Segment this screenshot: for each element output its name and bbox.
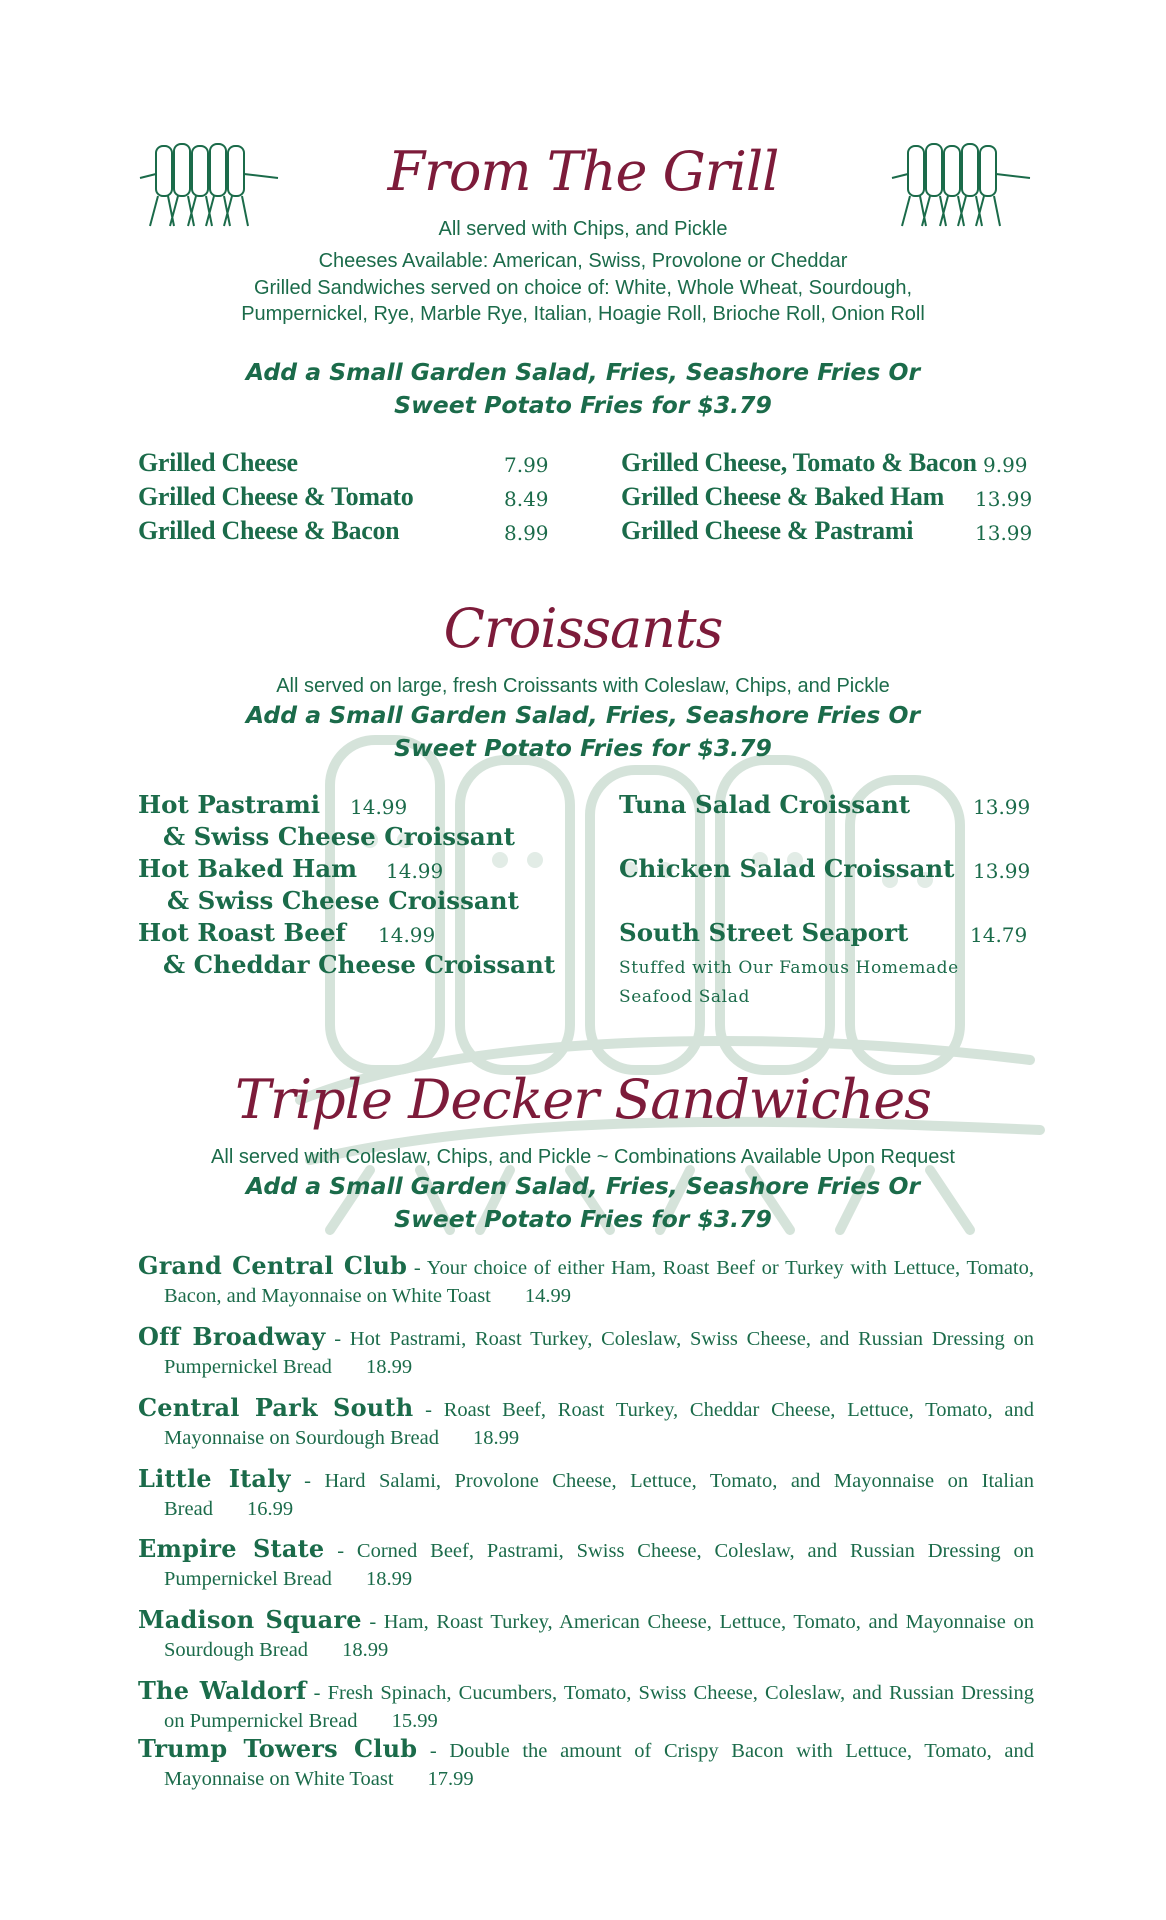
menu-item-price: 18.99 [365,1568,413,1590]
menu-item-description: Corned Beef, Pastrami, Swiss Cheese, Coleslaw, and Russian Dressing on Pumpernickel Bread [164,1540,1034,1590]
separator: - [306,1682,328,1704]
menu-item-name: The Waldorf [138,1676,307,1705]
menu-item-name: Grilled Cheese, Tomato & Bacon [621,448,977,477]
menu-item-price: 18.99 [365,1356,413,1378]
menu-item-name: Central Park South [138,1393,414,1422]
separator: - [417,1740,450,1762]
menu-item-name: Madison Square [138,1605,362,1634]
menu-item-name: South Street Seaport [619,918,909,947]
triple-addon: Sweet Potato Fries for $3.79 [394,1205,772,1233]
menu-item [138,1323,1034,1381]
menu-item [138,1677,1034,1735]
menu-item-description: Ham, Roast Turkey, American Cheese, Lettuce, Tomato, and Mayonnaise on Sourdough Bread [164,1611,1035,1661]
menu-item-name: Grilled Cheese & Baked Ham [621,482,944,511]
menu-item-description: Hot Pastrami, Roast Turkey, Coleslaw, Swiss Cheese, and Russian Dressing on Pumpernickel Bread [164,1328,1034,1378]
menu-item-name: Chicken Salad Croissant [619,854,955,883]
menu-item-name: Off Broadway [138,1322,326,1351]
menu-item [138,1735,1034,1793]
menu-item-price: 15.99 [391,1710,438,1732]
separator: - [413,1399,444,1421]
menu-item-price: 8.99 [504,521,549,545]
menu-item-name: Empire State [138,1534,325,1563]
menu-item-name: Hot Pastrami [138,790,321,819]
menu-item-name: Trump Towers Club [138,1734,418,1763]
croissants-line: All served on large, fresh Croissants with Coleslaw, Chips, and Pickle [276,675,890,697]
menu-item [138,1465,1034,1523]
menu-item-price: 9.99 [983,453,1028,477]
menu-item-price: 14.99 [386,859,444,883]
menu-item-price: 18.99 [342,1639,389,1661]
triple-title: Triple Decker Sandwiches [235,1068,931,1131]
grill-addon: Sweet Potato Fries for $3.79 [394,391,772,419]
menu-item-description: Roast Beef, Roast Turkey, Cheddar Cheese, Lettuce, Tomato, and Mayonnaise on Sourdough Bread [164,1399,1034,1449]
menu-item-name: Grilled Cheese & Pastrami [621,516,914,545]
menu-item-subname: & Swiss Cheese Croissant [167,886,519,915]
menu-item-name: Grilled Cheese & Tomato [138,482,414,511]
separator: - [324,1540,357,1562]
menu-item [138,1394,1034,1452]
separator: - [361,1611,384,1633]
menu-item-subname: & Cheddar Cheese Croissant [163,950,556,979]
grill-addon: Add a Small Garden Salad, Fries, Seashore Fries Or [245,358,921,386]
croissants-addon: Add a Small Garden Salad, Fries, Seashore Fries Or [245,701,921,729]
grill-title: From The Grill [387,140,779,203]
croissants-addon: Sweet Potato Fries for $3.79 [394,734,772,762]
menu-item-price: 7.99 [504,453,549,477]
menu-item-description: Your choice of either Ham, Roast Beef or Turkey with Lettuce, Tomato, Bacon, and Mayonnaise on White Toast [164,1257,1034,1307]
grill-line: Pumpernickel, Rye, Marble Rye, Italian, Hoagie Roll, Brioche Roll, Onion Roll [241,303,925,325]
menu-item-price: 13.99 [973,859,1031,883]
menu-item-price: 14.79 [970,923,1028,947]
menu-item-name: Hot Baked Ham [138,854,358,883]
menu-item [138,1535,1034,1593]
menu-item-name: Tuna Salad Croissant [619,790,911,819]
menu-item-description: Hard Salami, Provolone Cheese, Lettuce, Tomato, and Mayonnaise on Italian Bread [164,1470,1035,1520]
menu-item-subname: & Swiss Cheese Croissant [163,822,515,851]
menu-item-name: Grilled Cheese & Bacon [138,516,400,545]
menu-item-price: 14.99 [378,923,436,947]
menu-item-price: 13.99 [975,521,1033,545]
menu-item [138,1606,1034,1664]
grill-line: Grilled Sandwiches served on choice of: White, Whole Wheat, Sourdough, [253,277,913,299]
menu-item-description: Stuffed with Our Famous Homemade Seafood Salad [619,958,959,1007]
menu-item-price: 16.99 [246,1498,294,1520]
menu-item-price: 17.99 [427,1768,474,1790]
menu-item-name: Hot Roast Beef [138,918,346,947]
triple-addon: Add a Small Garden Salad, Fries, Seashore Fries Or [245,1172,921,1200]
triple-line: All served with Coleslaw, Chips, and Pickle ~ Combinations Available Upon Request [211,1146,955,1168]
menu-item-description: Double the amount of Crispy Bacon with Lettuce, Tomato, and Mayonnaise on White Toast [164,1740,1034,1790]
grill-line: All served with Chips, and Pickle [438,218,728,240]
menu-item-price: 14.99 [350,795,408,819]
menu-item-price: 13.99 [973,795,1031,819]
menu-item-price: 18.99 [473,1427,520,1449]
menu-item [138,1252,1034,1310]
grill-line: Cheeses Available: American, Swiss, Provolone or Cheddar [318,250,848,272]
menu-item-price: 14.99 [524,1285,572,1307]
menu-item-price: 13.99 [975,487,1033,511]
croissants-title: Croissants [443,597,723,660]
menu-item-description: Fresh Spinach, Cucumbers, Tomato, Swiss Cheese, Coleslaw, and Russian Dressing on Pumpernickel Bread [164,1682,1034,1732]
separator: - [407,1257,427,1279]
menu-item-price: 8.49 [504,487,549,511]
menu-item-name: Grilled Cheese [138,448,298,477]
separator: - [325,1328,350,1350]
menu-item-name: Little Italy [138,1464,291,1493]
separator: - [290,1470,325,1492]
menu-item-name: Grand Central Club [138,1251,408,1280]
